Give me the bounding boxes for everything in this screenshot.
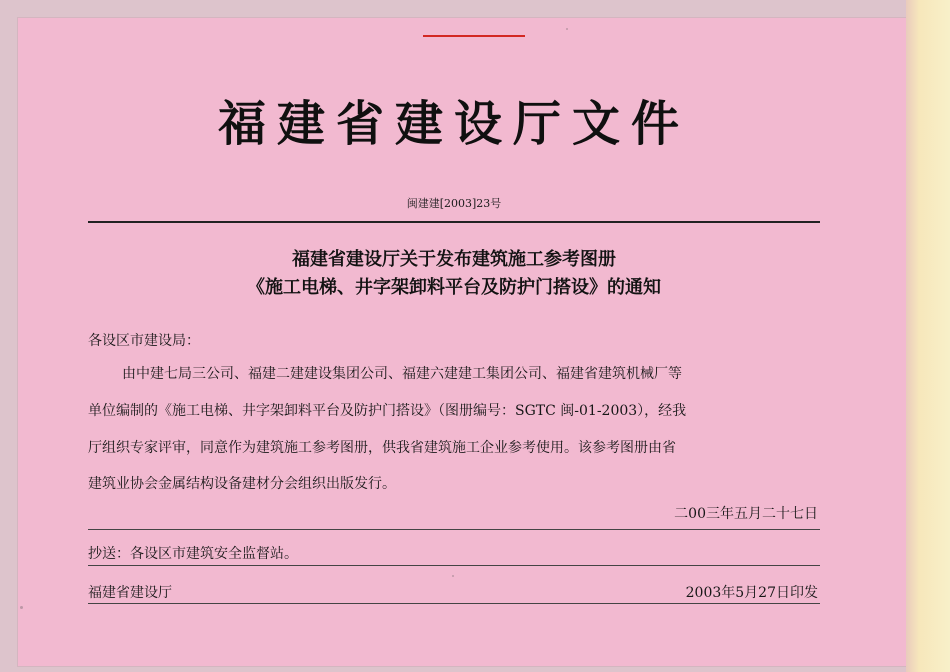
- document-number: 闽建建[2003]23号: [406, 197, 502, 210]
- date-divider: [88, 529, 820, 530]
- body-line-4: 建筑业协会金属结构设备建材分会组织出版发行。: [88, 476, 396, 492]
- body-line-2: 单位编制的《施工电梯、井字架卸料平台及防护门搭设》（图册编号：SGTC 闽-01-2003），经我: [88, 403, 687, 419]
- issued-date: 2003年5月27日印发: [685, 585, 818, 601]
- copy-to-line: 抄送：各设区市建筑安全监督站。: [88, 546, 298, 562]
- notice-subject: [88, 246, 820, 302]
- issuer: 福建省建设厅: [88, 585, 172, 601]
- scan-speck: [566, 28, 568, 30]
- body-line-3: 厅组织专家评审，同意作为建筑施工参考图册，供我省建筑施工企业参考使用。该参考图册由省: [88, 440, 676, 456]
- body-line-1: 由中建七局三公司、福建二建建设集团公司、福建六建建工集团公司、福建省建筑机械厂等: [122, 366, 682, 382]
- scan-speck: [20, 606, 23, 609]
- header-divider: [88, 221, 820, 223]
- salutation: 各设区市建设局：: [88, 333, 200, 349]
- signature-date: 二00三年五月二十七日: [674, 506, 818, 522]
- red-rule-decoration: [423, 35, 525, 37]
- scan-right-edge: [906, 0, 950, 672]
- subject-line-1: 福建省建设厅关于发布建筑施工参考图册: [292, 249, 616, 270]
- copy-divider: [88, 565, 820, 566]
- footer-divider: [88, 603, 820, 604]
- subject-line-2: 《施工电梯、井字架卸料平台及防护门搭设》的通知: [247, 277, 661, 298]
- document-title: 福建省建设厅文件: [217, 96, 690, 152]
- scan-speck: [452, 575, 454, 577]
